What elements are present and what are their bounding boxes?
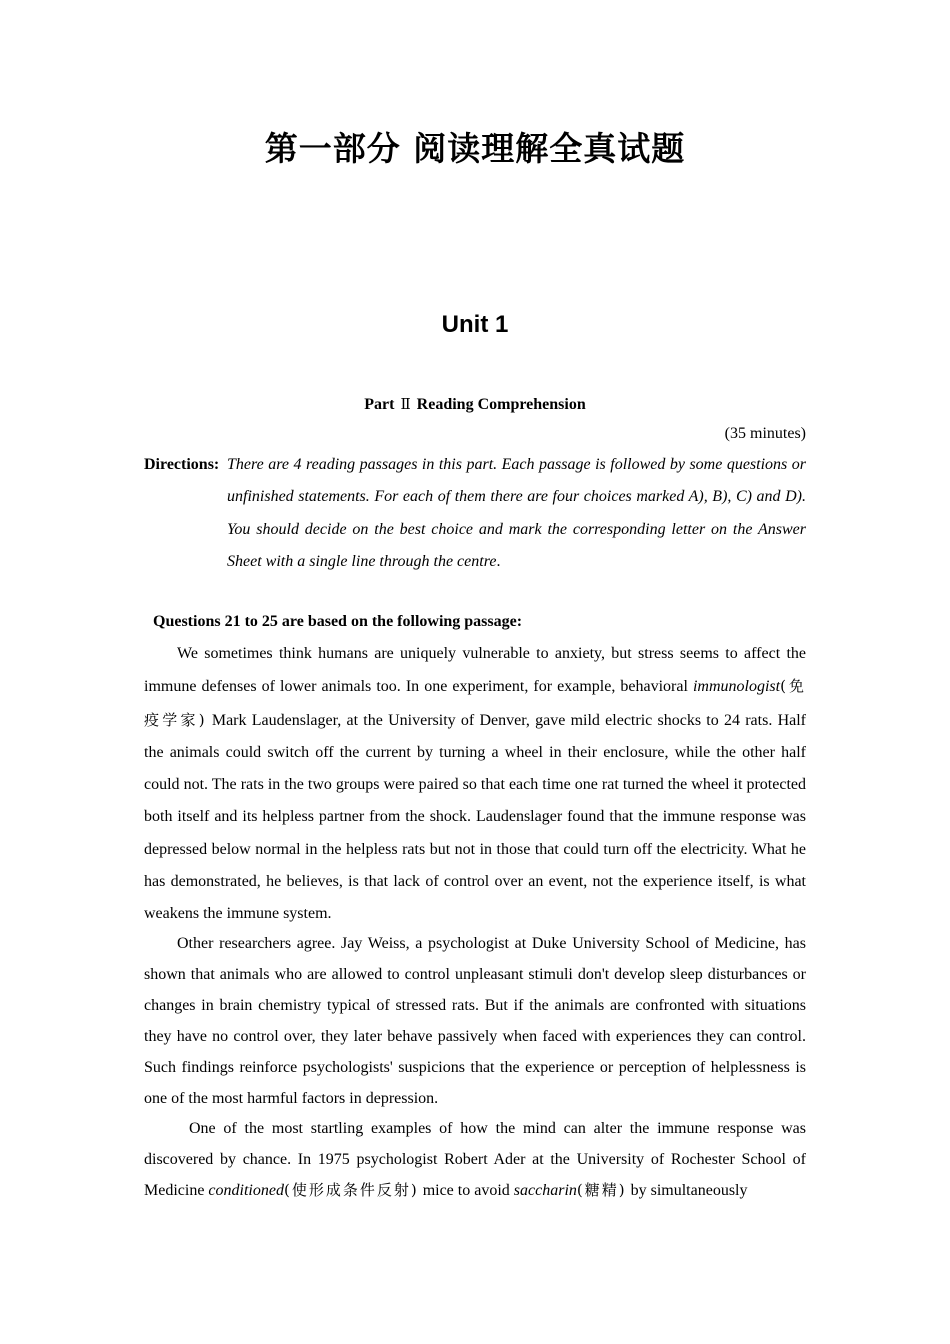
part-label: Part [364,396,395,413]
p1-term-translation: (免疫学家) [144,677,807,729]
p1-text-b: Mark Laudenslager, at the University of Denver, gave mild electric shocks to 24 rats. Half the animals could switch off the current by turning a wheel in their enclosure, while the other half could not. The rats in the two groups were paired so that each time one rat turned the wheel it protected both itself and its helpless partner from the shock. Laudenslager found that the immune response was depressed below normal in the helpless rats but not in those that could turn off the electricity. What he has demonstrated, he believes, is that lack of control over an event, not the experience itself, is what weakens the immune system. [144,711,807,923]
passage-paragraph-1 [144,638,806,931]
time-limit: (35 minutes) [724,425,806,442]
p3-term-2-translation: (糖精) [576,1180,627,1199]
questions-heading: Questions 21 to 25 are based on the following passage: [153,613,523,630]
p3-text-a: One of the most startling examples of how the mind can alter the immune response was discovered by chance. In 1975 psychologist Robert Ader at the University of Rochester School of Medicine [144,1119,806,1199]
p3-text-c: by simultaneously [626,1181,748,1199]
p1-text-a: We sometimes think humans are uniquely vulnerable to anxiety, but stress seems to affect the immune defenses of lower animals too. In one experiment, for example, behavioral [144,645,806,696]
directions-end: . [496,552,501,570]
directions-body: There are 4 reading passages in this part. Each passage is followed by some questions or unfinished statements. For each of them there are four choices marked A), B), C) and D). You should decide on the best choice and mark the corresponding letter on the Answer Sheet with a single line through the centre [227,456,806,570]
p3-term-1-translation: (使形成条件反射) [283,1180,419,1199]
p1-term: immunologist [692,678,781,696]
passage-paragraph-3 [144,1113,806,1206]
passage-paragraph-2: Other researchers agree. Jay Weiss, a psychologist at Duke University School of Medicine, has shown that animals who are allowed to control unpleasant stimuli don't develop sleep disturbances or changes in brain chemistry typical of stressed rats. But if the animals are confronted with situations they have no control over, they later behave passively when faced with experiences they can control. Such findings reinforce psychologists' suspicions that the experience or perception of helplessness is one of the most harmful factors in depression. [144,934,806,1107]
directions-text [227,449,806,578]
unit-title: Unit 1 [441,311,509,338]
p3-term-1: conditioned [208,1181,284,1199]
p3-text-b: mice to avoid [418,1181,514,1199]
part-heading [0,394,950,415]
reading-passage [144,638,806,1206]
part-numeral: Ⅱ [400,395,411,413]
part-name: Reading Comprehension [416,396,586,413]
directions-label: Directions: [144,456,220,473]
directions [144,453,806,578]
document-title: 第一部分 阅读理解全真试题 [264,129,686,168]
p3-term-2: saccharin [513,1181,577,1199]
